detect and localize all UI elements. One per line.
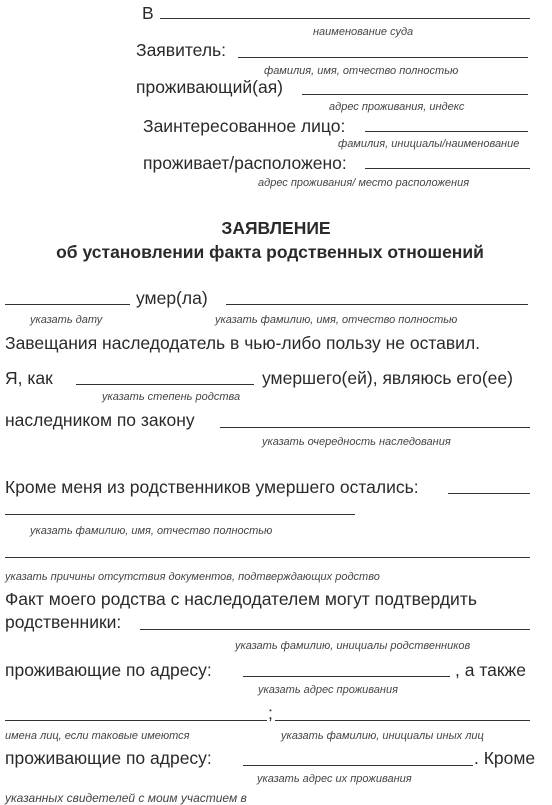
heir-order-line[interactable]: [220, 427, 530, 428]
as-label: Я, как: [5, 368, 53, 388]
order-caption: указать очередность наследования: [262, 436, 451, 448]
confirm-text: Факт моего родства с наследодателем могут подтвердить: [5, 589, 477, 609]
besides-end: . Кроме: [474, 748, 536, 768]
reason-line[interactable]: [5, 557, 530, 558]
address-line-2[interactable]: [243, 765, 473, 766]
relatives-names-line[interactable]: [140, 629, 530, 630]
residing-line[interactable]: [302, 94, 528, 95]
resides-label: проживает/расположено:: [143, 153, 347, 173]
death-date-line[interactable]: [5, 304, 130, 305]
died-label: умер(ла): [136, 288, 208, 308]
interested-line[interactable]: [365, 131, 528, 132]
persons-separator: ;: [268, 703, 273, 723]
deceased-name-line[interactable]: [226, 304, 528, 305]
resides-caption: адрес проживания/ место расположения: [258, 177, 470, 189]
kinship-caption: указать степень родства: [102, 391, 241, 403]
doc-subtitle: об установлении факта родственных отношений: [56, 242, 484, 262]
kinship-line[interactable]: [76, 384, 254, 385]
address-label-2: проживающие по адресу:: [5, 748, 212, 768]
name-caption: указать фамилию, имя, отчество полностью: [215, 314, 458, 326]
relatives-caption: указать фамилию, имя, отчество полностью: [30, 525, 273, 537]
persons-caption-right: указать фамилию, инициалы иных лиц: [281, 730, 484, 742]
doc-title: ЗАЯВЛЕНИЕ: [221, 218, 331, 238]
court-name-line[interactable]: [160, 18, 530, 19]
relatives-label: родственники:: [5, 612, 122, 632]
address-line-1[interactable]: [243, 676, 450, 677]
relatives-name-line[interactable]: [5, 514, 355, 515]
besides-line-right[interactable]: [448, 493, 530, 494]
persons-line-right[interactable]: [275, 720, 530, 721]
reason-caption: указать причины отсутствия документов, подтверждающих родство: [5, 571, 380, 583]
court-prefix: В: [142, 3, 154, 23]
court-caption: наименование суда: [313, 26, 414, 38]
persons-line-left[interactable]: [5, 720, 267, 721]
applicant-caption: фамилия, имя, отчество полностью: [264, 65, 459, 77]
interested-label: Заинтересованное лицо:: [143, 116, 346, 136]
applicant-line[interactable]: [238, 57, 528, 58]
residing-caption: адрес проживания, индекс: [329, 101, 465, 113]
besides-label: Кроме меня из родственников умершего остались:: [5, 477, 419, 497]
cut-off-line: указанных свидетелей с моим участием в: [5, 791, 247, 805]
residing-label: проживающий(ая): [136, 77, 283, 97]
heir-label: наследником по закону: [5, 410, 195, 430]
address-label-1: проживающие по адресу:: [5, 660, 212, 680]
no-will-text: Завещания наследодатель в чью-либо пользу не оставил.: [5, 333, 481, 353]
address-caption-1: указать адрес проживания: [258, 684, 398, 696]
persons-caption-left: имена лиц, если таковые имеются: [5, 730, 190, 742]
applicant-label: Заявитель:: [136, 40, 227, 60]
resides-line[interactable]: [365, 168, 530, 169]
relatives-names-caption: указать фамилию, инициалы родственников: [235, 640, 471, 652]
interested-caption: фамилия, инициалы/наименование: [338, 138, 520, 150]
address-caption-2: указать адрес их проживания: [257, 773, 412, 785]
date-caption: указать дату: [30, 314, 103, 326]
deceased-label: умершего(ей), являюсь его(ее): [262, 368, 513, 388]
also-label: , а также: [455, 660, 526, 680]
